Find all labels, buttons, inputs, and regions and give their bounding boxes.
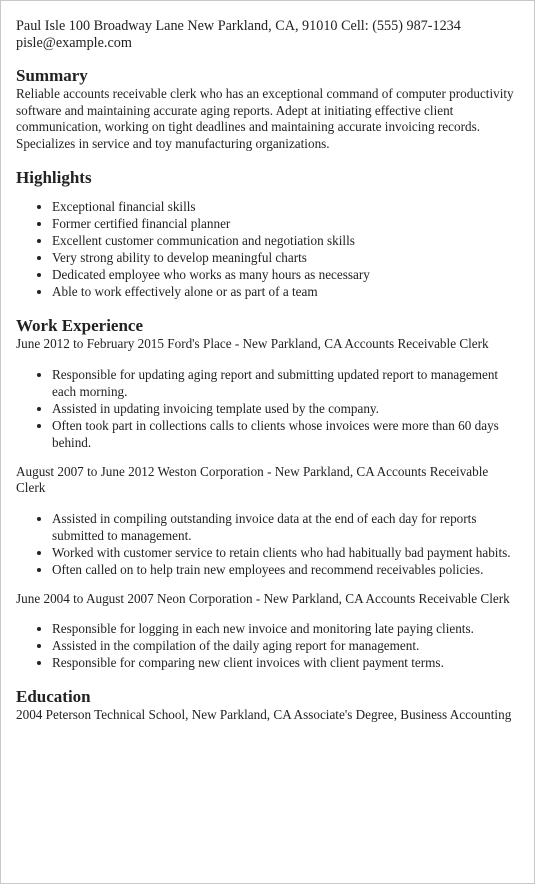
highlight-item: • Very strong ability to develop meaningful charts (52, 249, 516, 266)
job-entry (16, 591, 516, 672)
contact-email: pisle@example.com (16, 35, 132, 51)
education-text: 2004 Peterson Technical School, New Parkland, CA Associate's Degree, Business Accounting (16, 707, 512, 722)
job-bullet: • Responsible for comparing new client invoices with client payment terms. (52, 654, 516, 671)
summary-section (16, 66, 516, 152)
job-entry (16, 464, 516, 578)
job-bullet: • Often called on to help train new employees and recommend receivables policies. (52, 561, 516, 578)
education-section (16, 687, 516, 724)
job-bullet: • Worked with customer service to retain clients who had habitually bad payment habits. (52, 544, 516, 561)
job-bullet: • Assisted in the compilation of the daily aging report for management. (52, 637, 516, 654)
highlights-heading: Highlights (16, 168, 92, 187)
highlight-item: • Able to work effectively alone or as part of a team (52, 283, 516, 300)
highlight-item: • Former certified financial planner (52, 215, 516, 232)
job-bullets (16, 510, 516, 578)
summary-text: Reliable accounts receivable clerk who has an exceptional command of computer productivity software and maintaining accurate aging reports. Adept at initiating effective client communication, working on tight deadlines and maintaining accurate invoicing records. Specializes in service and toy manufacturing organizations. (16, 86, 514, 151)
job-bullet: • Assisted in updating invoicing template used by the company. (52, 400, 516, 417)
highlights-section (16, 168, 516, 300)
job-bullets (16, 620, 516, 671)
contact-block (16, 18, 516, 52)
highlight-item: • Excellent customer communication and negotiation skills (52, 232, 516, 249)
job-header: June 2012 to February 2015 Ford's Place - New Parkland, CA Accounts Receivable Clerk (16, 336, 489, 351)
highlights-list (16, 198, 516, 300)
highlight-item: • Exceptional financial skills (52, 198, 516, 215)
work-experience-section (16, 316, 516, 671)
job-header: August 2007 to June 2012 Weston Corporation - New Parkland, CA Accounts Receivable Clerk (16, 463, 489, 495)
summary-heading: Summary (16, 66, 88, 85)
job-bullet: • Responsible for logging in each new invoice and monitoring late paying clients. (52, 620, 516, 637)
work-experience-heading: Work Experience (16, 316, 144, 335)
job-bullet: • Often took part in collections calls to clients whose invoices were more than 60 days behind. (52, 417, 516, 451)
job-bullets (16, 366, 516, 451)
education-heading: Education (16, 687, 91, 706)
job-header: June 2004 to August 2007 Neon Corporation - New Parkland, CA Accounts Receivable Clerk (16, 590, 510, 606)
highlight-item: • Dedicated employee who works as many hours as necessary (52, 266, 516, 283)
job-bullet: • Assisted in compiling outstanding invoice data at the end of each day for reports submitted to management. (52, 510, 516, 544)
job-bullet: • Responsible for updating aging report and submitting updated report to management each morning. (52, 366, 516, 400)
job-entry (16, 336, 516, 451)
contact-line: Paul Isle 100 Broadway Lane New Parkland, CA, 91010 Cell: (555) 987-1234 (16, 18, 461, 34)
